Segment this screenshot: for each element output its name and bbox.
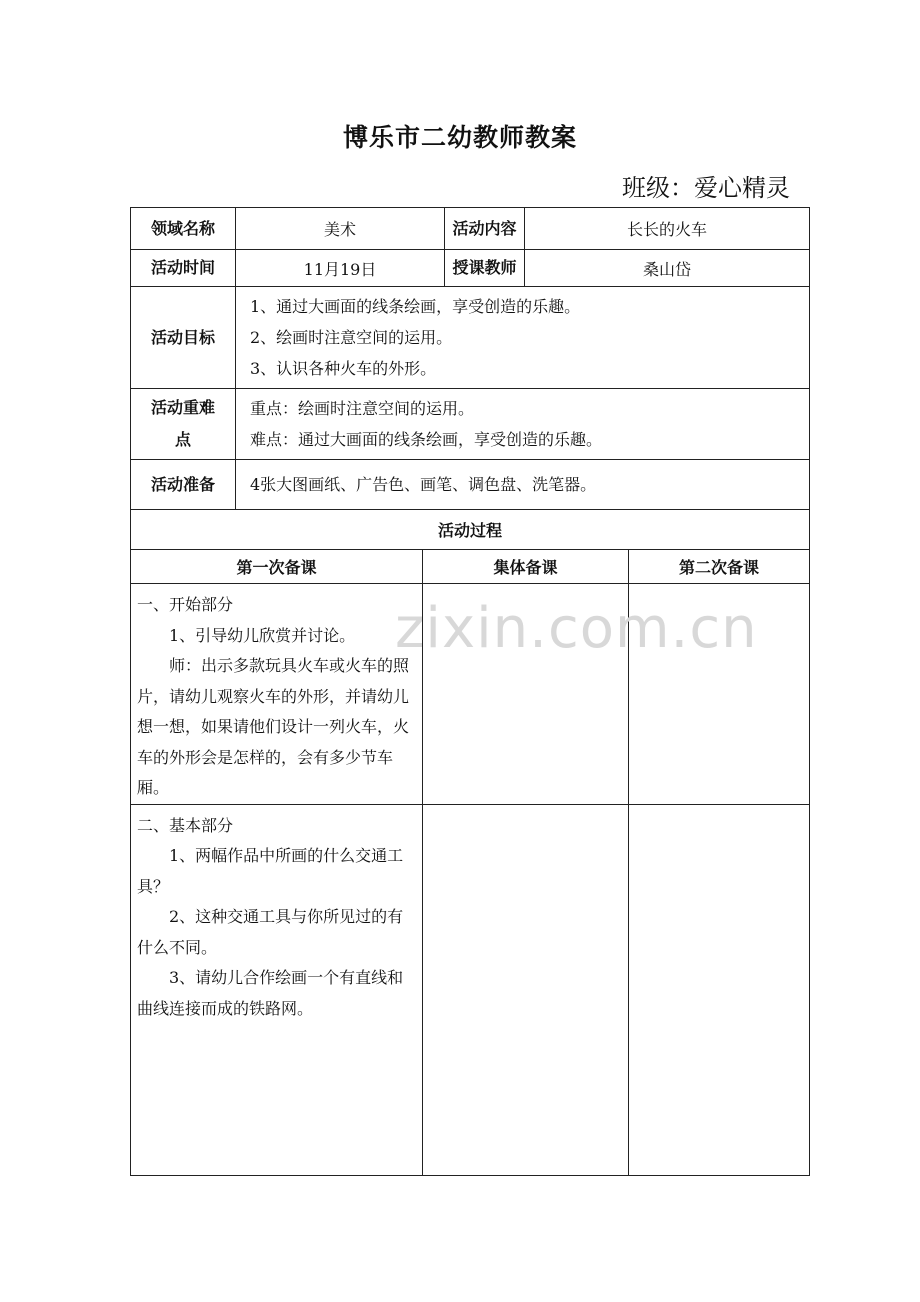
keypoints-label-line2: 点 [174, 430, 191, 449]
time-label: 活动时间 [131, 250, 236, 287]
teacher-value: 桑山岱 [525, 250, 810, 287]
section-title: 一、开始部分 [137, 595, 234, 614]
section-title: 二、基本部分 [137, 815, 234, 835]
keypoints-label-line1: 活动重难 [150, 398, 215, 417]
goals-label: 活动目标 [131, 287, 236, 389]
section-line: 师：出示多款玩具火车或火车的照片，请幼儿观察火车的外形，并请幼儿想一想，如果请他们设计一列火车，火车的外形会是怎样的，会有多少节车厢。 [137, 656, 410, 797]
domain-value: 美术 [236, 208, 445, 250]
class-name: 班级：爱心精灵 [622, 174, 790, 202]
section-basic [131, 804, 423, 1175]
section-line: 1、引导幼儿欣赏并讨论。 [169, 625, 356, 645]
goal-item: 2、绘画时注意空间的运用。 [250, 328, 453, 347]
group-prep-cell [423, 584, 629, 805]
content-label: 活动内容 [445, 208, 525, 250]
watermark: zixin.com.cn [395, 596, 758, 661]
section-start [131, 584, 423, 805]
time-value: 11月19日 [236, 250, 445, 287]
column-first-prep: 第一次备课 [131, 550, 423, 584]
keypoint-item: 难点：通过大画面的线条绘画，享受创造的乐趣。 [250, 430, 603, 449]
goal-item: 1、通过大画面的线条绘画，享受创造的乐趣。 [250, 297, 581, 316]
keypoints-label [131, 389, 236, 460]
group-prep-cell [423, 804, 629, 1175]
second-prep-cell [629, 584, 810, 805]
column-second-prep: 第二次备课 [629, 550, 810, 584]
prep-value: 4张大图画纸、广告色、画笔、调色盘、洗笔器。 [236, 460, 810, 510]
content-value: 长长的火车 [525, 208, 810, 250]
process-heading: 活动过程 [131, 510, 810, 550]
section-line: 3、请幼儿合作绘画一个有直线和曲线连接而成的铁路网。 [137, 968, 404, 1018]
document-title: 博乐市二幼教师教案 [342, 123, 577, 152]
section-line: 2、这种交通工具与你所见过的有什么不同。 [137, 907, 404, 957]
second-prep-cell [629, 804, 810, 1175]
goal-item: 3、认识各种火车的外形。 [250, 359, 437, 378]
section-line: 1、两幅作品中所画的什么交通工具？ [137, 846, 404, 896]
prep-label: 活动准备 [131, 460, 236, 510]
goals-list [236, 287, 810, 389]
keypoints-list [236, 389, 810, 460]
column-group-prep: 集体备课 [423, 550, 629, 584]
lesson-plan-table [130, 207, 810, 1176]
keypoint-item: 重点：绘画时注意空间的运用。 [250, 399, 475, 418]
domain-label: 领域名称 [131, 208, 236, 250]
teacher-label: 授课教师 [445, 250, 525, 287]
